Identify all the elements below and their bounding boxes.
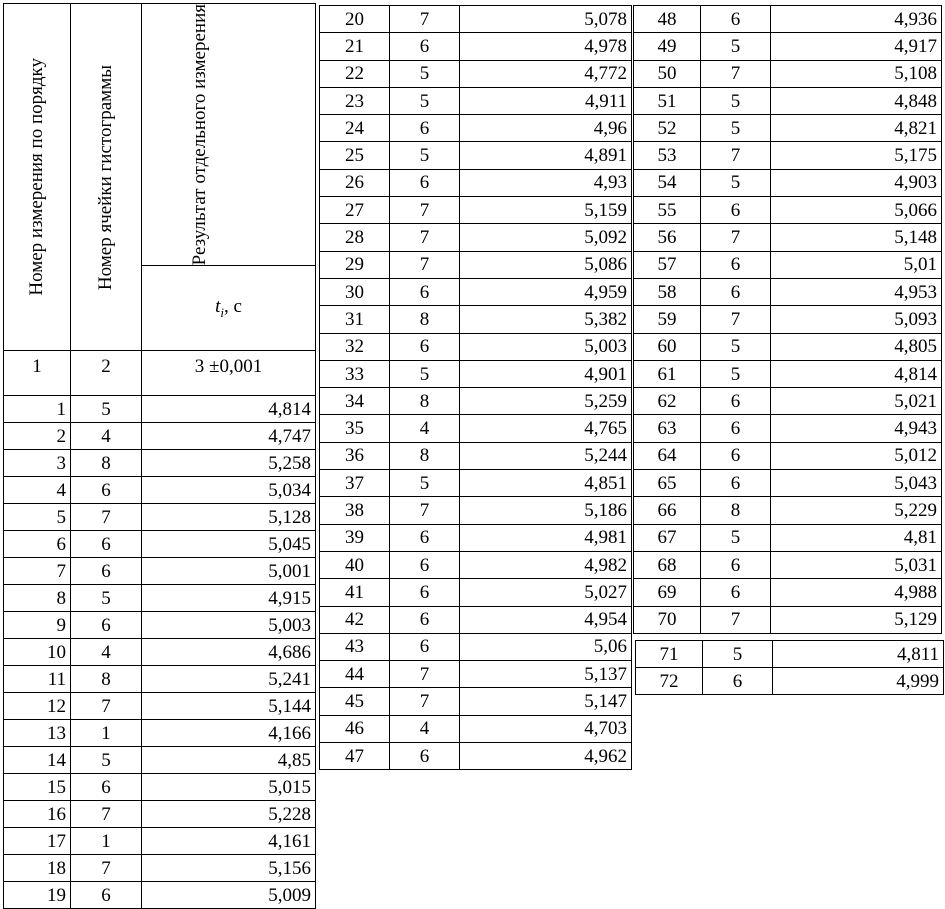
table-row (320, 524, 632, 551)
cell-measurement-number: 71 (636, 641, 703, 668)
table-row (320, 415, 632, 442)
table-row (634, 524, 942, 551)
table-row (320, 33, 632, 60)
table-row (4, 828, 316, 855)
cell-histogram-cell: 6 (71, 558, 142, 585)
table-row (320, 388, 632, 415)
cell-histogram-cell: 5 (71, 396, 142, 423)
table-row (634, 169, 942, 196)
cell-histogram-cell: 8 (390, 442, 460, 469)
cell-histogram-cell: 4 (71, 639, 142, 666)
header-result: Результат отдельного измерения (142, 4, 316, 266)
cell-result: 4,962 (460, 743, 632, 770)
table-row (4, 639, 316, 666)
cell-measurement-number: 40 (320, 551, 390, 578)
cell-measurement-number: 56 (634, 224, 701, 251)
table-row (634, 333, 942, 360)
cell-histogram-cell: 4 (71, 423, 142, 450)
cell-measurement-number: 32 (320, 333, 390, 360)
cell-result: 5,137 (460, 661, 632, 688)
table-row (4, 477, 316, 504)
cell-measurement-number: 8 (4, 585, 71, 612)
cell-result: 5,009 (142, 882, 316, 909)
cell-measurement-number: 33 (320, 360, 390, 387)
cell-histogram-cell: 6 (390, 278, 460, 305)
cell-histogram-cell: 5 (701, 524, 771, 551)
cell-histogram-cell: 6 (390, 115, 460, 142)
cell-result: 4,851 (460, 470, 632, 497)
cell-result: 5,015 (142, 774, 316, 801)
cell-histogram-cell: 7 (390, 224, 460, 251)
table-row (634, 115, 942, 142)
cell-result: 5,159 (460, 197, 632, 224)
table-row (4, 396, 316, 423)
table-row (634, 142, 942, 169)
cell-result: 4,901 (460, 360, 632, 387)
cell-result: 5,034 (142, 477, 316, 504)
cell-result: 4,959 (460, 278, 632, 305)
cell-histogram-cell: 4 (390, 715, 460, 742)
table-row (320, 470, 632, 497)
cell-measurement-number: 63 (634, 415, 701, 442)
cell-result: 4,85 (142, 747, 316, 774)
cell-result: 5,241 (142, 666, 316, 693)
table-row (4, 450, 316, 477)
cell-result: 4,814 (142, 396, 316, 423)
cell-histogram-cell: 6 (390, 551, 460, 578)
cell-measurement-number: 48 (634, 6, 701, 33)
cell-histogram-cell: 8 (701, 497, 771, 524)
table-row (320, 306, 632, 333)
cell-measurement-number: 27 (320, 197, 390, 224)
cell-measurement-number: 23 (320, 87, 390, 114)
cell-histogram-cell: 7 (701, 224, 771, 251)
cell-result: 5,148 (771, 224, 942, 251)
cell-histogram-cell: 5 (390, 360, 460, 387)
cell-result: 5,259 (460, 388, 632, 415)
cell-histogram-cell: 7 (71, 855, 142, 882)
cell-histogram-cell: 7 (701, 142, 771, 169)
table-row (4, 747, 316, 774)
cell-histogram-cell: 5 (701, 169, 771, 196)
cell-result: 4,772 (460, 60, 632, 87)
cell-histogram-cell: 7 (71, 504, 142, 531)
cell-measurement-number: 55 (634, 197, 701, 224)
cell-histogram-cell: 5 (703, 641, 773, 668)
cell-result: 5,01 (771, 251, 942, 278)
table-row (4, 882, 316, 909)
table-row (320, 579, 632, 606)
header-measurement-number: Номер измерения по порядку (4, 4, 71, 351)
cell-result: 5,144 (142, 693, 316, 720)
cell-result: 4,953 (771, 278, 942, 305)
cell-histogram-cell: 6 (71, 612, 142, 639)
cell-measurement-number: 70 (634, 606, 701, 633)
cell-histogram-cell: 8 (71, 450, 142, 477)
cell-histogram-cell: 6 (701, 6, 771, 33)
table-row (320, 497, 632, 524)
table-row (634, 388, 942, 415)
cell-histogram-cell: 5 (701, 360, 771, 387)
table-row (320, 606, 632, 633)
cell-histogram-cell: 6 (390, 333, 460, 360)
table-row (4, 585, 316, 612)
table-row (320, 87, 632, 114)
table-row (320, 688, 632, 715)
table-row (634, 497, 942, 524)
cell-histogram-cell: 5 (390, 142, 460, 169)
table-row (634, 197, 942, 224)
cell-measurement-number: 31 (320, 306, 390, 333)
cell-measurement-number: 57 (634, 251, 701, 278)
cell-histogram-cell: 5 (71, 585, 142, 612)
table-row (634, 470, 942, 497)
cell-result: 4,988 (771, 579, 942, 606)
cell-measurement-number: 36 (320, 442, 390, 469)
cell-histogram-cell: 6 (390, 169, 460, 196)
cell-result: 5,012 (771, 442, 942, 469)
cell-histogram-cell: 5 (71, 747, 142, 774)
cell-histogram-cell: 6 (703, 668, 773, 695)
cell-measurement-number: 6 (4, 531, 71, 558)
table-row (320, 551, 632, 578)
table-row (4, 531, 316, 558)
cell-measurement-number: 10 (4, 639, 71, 666)
table-row (4, 693, 316, 720)
cell-histogram-cell: 5 (390, 87, 460, 114)
cell-histogram-cell: 7 (701, 306, 771, 333)
cell-measurement-number: 64 (634, 442, 701, 469)
cell-histogram-cell: 6 (390, 524, 460, 551)
cell-result: 5,156 (142, 855, 316, 882)
table-row (4, 612, 316, 639)
cell-measurement-number: 4 (4, 477, 71, 504)
cell-histogram-cell: 7 (71, 801, 142, 828)
cell-result: 5,045 (142, 531, 316, 558)
cell-result: 4,911 (460, 87, 632, 114)
cell-result: 4,93 (460, 169, 632, 196)
table-row (320, 197, 632, 224)
cell-measurement-number: 20 (320, 6, 390, 33)
measurement-table-right (633, 5, 942, 634)
table-row (634, 606, 942, 633)
cell-histogram-cell: 7 (390, 661, 460, 688)
cell-result: 5,186 (460, 497, 632, 524)
cell-result: 4,96 (460, 115, 632, 142)
table-row (636, 668, 944, 695)
table-row (320, 224, 632, 251)
cell-histogram-cell: 6 (390, 633, 460, 660)
cell-result: 5,003 (460, 333, 632, 360)
cell-measurement-number: 21 (320, 33, 390, 60)
cell-measurement-number: 37 (320, 470, 390, 497)
cell-histogram-cell: 5 (701, 87, 771, 114)
cell-histogram-cell: 6 (701, 551, 771, 578)
cell-result: 5,108 (771, 60, 942, 87)
measurement-table-left (3, 3, 316, 909)
cell-measurement-number: 22 (320, 60, 390, 87)
table-row (634, 442, 942, 469)
cell-result: 4,999 (773, 668, 944, 695)
table-row (634, 87, 942, 114)
cell-measurement-number: 25 (320, 142, 390, 169)
table-row (4, 774, 316, 801)
cell-measurement-number: 68 (634, 551, 701, 578)
cell-histogram-cell: 5 (390, 60, 460, 87)
cell-result: 4,943 (771, 415, 942, 442)
table-row (320, 360, 632, 387)
table-row (4, 855, 316, 882)
cell-result: 5,027 (460, 579, 632, 606)
cell-histogram-cell: 6 (701, 579, 771, 606)
table-row (320, 661, 632, 688)
cell-histogram-cell: 6 (71, 477, 142, 504)
cell-measurement-number: 59 (634, 306, 701, 333)
cell-result: 4,978 (460, 33, 632, 60)
cell-measurement-number: 19 (4, 882, 71, 909)
cell-measurement-number: 72 (636, 668, 703, 695)
table-row (4, 423, 316, 450)
cell-measurement-number: 41 (320, 579, 390, 606)
cell-result: 5,003 (142, 612, 316, 639)
table-row (320, 278, 632, 305)
cell-measurement-number: 30 (320, 278, 390, 305)
cell-histogram-cell: 6 (390, 579, 460, 606)
cell-result: 5,129 (771, 606, 942, 633)
cell-measurement-number: 53 (634, 142, 701, 169)
cell-result: 4,982 (460, 551, 632, 578)
table-row (320, 169, 632, 196)
cell-measurement-number: 14 (4, 747, 71, 774)
cell-histogram-cell: 7 (390, 251, 460, 278)
cell-result: 5,093 (771, 306, 942, 333)
cell-result: 4,915 (142, 585, 316, 612)
column-number-2: 2 (71, 351, 142, 396)
cell-measurement-number: 24 (320, 115, 390, 142)
cell-measurement-number: 47 (320, 743, 390, 770)
cell-histogram-cell: 4 (390, 415, 460, 442)
cell-result: 4,891 (460, 142, 632, 169)
cell-result: 4,161 (142, 828, 316, 855)
cell-histogram-cell: 7 (71, 693, 142, 720)
cell-measurement-number: 42 (320, 606, 390, 633)
cell-measurement-number: 17 (4, 828, 71, 855)
cell-measurement-number: 12 (4, 693, 71, 720)
cell-result: 5,078 (460, 6, 632, 33)
table-row (320, 6, 632, 33)
cell-measurement-number: 26 (320, 169, 390, 196)
table-row (320, 442, 632, 469)
cell-measurement-number: 18 (4, 855, 71, 882)
cell-measurement-number: 35 (320, 415, 390, 442)
cell-result: 4,686 (142, 639, 316, 666)
table-row (634, 579, 942, 606)
table-row (634, 551, 942, 578)
cell-histogram-cell: 6 (701, 251, 771, 278)
cell-result: 4,821 (771, 115, 942, 142)
cell-result: 5,147 (460, 688, 632, 715)
cell-measurement-number: 2 (4, 423, 71, 450)
table-row (320, 115, 632, 142)
cell-histogram-cell: 6 (390, 606, 460, 633)
cell-result: 4,765 (460, 415, 632, 442)
cell-histogram-cell: 6 (701, 197, 771, 224)
cell-measurement-number: 60 (634, 333, 701, 360)
table-row (320, 633, 632, 660)
cell-result: 4,703 (460, 715, 632, 742)
cell-measurement-number: 65 (634, 470, 701, 497)
cell-result: 5,021 (771, 388, 942, 415)
cell-measurement-number: 61 (634, 360, 701, 387)
table-row (4, 720, 316, 747)
table-row (634, 360, 942, 387)
cell-histogram-cell: 8 (71, 666, 142, 693)
cell-result: 5,031 (771, 551, 942, 578)
cell-measurement-number: 39 (320, 524, 390, 551)
cell-result: 4,981 (460, 524, 632, 551)
table-row (320, 251, 632, 278)
cell-measurement-number: 67 (634, 524, 701, 551)
cell-histogram-cell: 7 (701, 60, 771, 87)
cell-result: 5,086 (460, 251, 632, 278)
header-unit: $t_i$, с (142, 266, 316, 351)
cell-measurement-number: 9 (4, 612, 71, 639)
table-row (320, 715, 632, 742)
cell-histogram-cell: 6 (390, 743, 460, 770)
measurement-table-middle (319, 5, 632, 770)
table-row (634, 278, 942, 305)
cell-histogram-cell: 1 (71, 720, 142, 747)
cell-result: 4,805 (771, 333, 942, 360)
cell-result: 5,382 (460, 306, 632, 333)
cell-histogram-cell: 6 (71, 531, 142, 558)
cell-measurement-number: 46 (320, 715, 390, 742)
cell-histogram-cell: 1 (71, 828, 142, 855)
cell-result: 4,814 (771, 360, 942, 387)
cell-histogram-cell: 6 (71, 882, 142, 909)
cell-histogram-cell: 7 (390, 197, 460, 224)
measurement-table-right-tail (635, 640, 944, 695)
cell-histogram-cell: 8 (390, 388, 460, 415)
table-row (4, 801, 316, 828)
cell-histogram-cell: 6 (701, 442, 771, 469)
cell-result: 4,811 (773, 641, 944, 668)
cell-histogram-cell: 5 (701, 115, 771, 142)
cell-result: 4,747 (142, 423, 316, 450)
cell-result: 5,244 (460, 442, 632, 469)
cell-measurement-number: 7 (4, 558, 71, 585)
cell-measurement-number: 43 (320, 633, 390, 660)
cell-measurement-number: 28 (320, 224, 390, 251)
table-row (320, 333, 632, 360)
table-row (4, 558, 316, 585)
cell-histogram-cell: 5 (390, 470, 460, 497)
cell-result: 5,092 (460, 224, 632, 251)
cell-histogram-cell: 6 (71, 774, 142, 801)
table-row (320, 142, 632, 169)
cell-histogram-cell: 5 (701, 33, 771, 60)
column-number-3: 3 ±0,001 (142, 351, 316, 396)
cell-histogram-cell: 6 (390, 33, 460, 60)
cell-result: 5,228 (142, 801, 316, 828)
cell-histogram-cell: 6 (701, 388, 771, 415)
cell-result: 4,166 (142, 720, 316, 747)
cell-result: 4,954 (460, 606, 632, 633)
cell-result: 4,936 (771, 6, 942, 33)
cell-histogram-cell: 7 (701, 606, 771, 633)
table-row (634, 33, 942, 60)
cell-histogram-cell: 7 (390, 6, 460, 33)
cell-histogram-cell: 7 (390, 688, 460, 715)
cell-histogram-cell: 6 (701, 278, 771, 305)
cell-result: 5,066 (771, 197, 942, 224)
cell-histogram-cell: 6 (701, 415, 771, 442)
cell-measurement-number: 44 (320, 661, 390, 688)
cell-measurement-number: 50 (634, 60, 701, 87)
cell-measurement-number: 29 (320, 251, 390, 278)
table-row (320, 743, 632, 770)
cell-measurement-number: 38 (320, 497, 390, 524)
cell-measurement-number: 16 (4, 801, 71, 828)
cell-measurement-number: 69 (634, 579, 701, 606)
cell-result: 4,917 (771, 33, 942, 60)
header-histogram-cell: Номер ячейки гистограммы (71, 4, 142, 351)
cell-measurement-number: 51 (634, 87, 701, 114)
cell-result: 5,001 (142, 558, 316, 585)
cell-measurement-number: 45 (320, 688, 390, 715)
table-row (634, 306, 942, 333)
cell-result: 5,175 (771, 142, 942, 169)
cell-result: 5,043 (771, 470, 942, 497)
cell-measurement-number: 62 (634, 388, 701, 415)
cell-measurement-number: 11 (4, 666, 71, 693)
cell-measurement-number: 3 (4, 450, 71, 477)
cell-result: 5,128 (142, 504, 316, 531)
table-row (320, 60, 632, 87)
cell-result: 5,258 (142, 450, 316, 477)
cell-histogram-cell: 5 (701, 333, 771, 360)
table-row (634, 6, 942, 33)
table-row (634, 60, 942, 87)
cell-result: 4,903 (771, 169, 942, 196)
cell-measurement-number: 15 (4, 774, 71, 801)
cell-measurement-number: 1 (4, 396, 71, 423)
cell-measurement-number: 58 (634, 278, 701, 305)
cell-measurement-number: 13 (4, 720, 71, 747)
cell-histogram-cell: 6 (701, 470, 771, 497)
column-number-1: 1 (4, 351, 71, 396)
cell-measurement-number: 54 (634, 169, 701, 196)
cell-measurement-number: 5 (4, 504, 71, 531)
table-row (636, 641, 944, 668)
cell-measurement-number: 49 (634, 33, 701, 60)
cell-histogram-cell: 8 (390, 306, 460, 333)
table-row (634, 251, 942, 278)
cell-result: 5,06 (460, 633, 632, 660)
cell-histogram-cell: 7 (390, 497, 460, 524)
cell-result: 4,848 (771, 87, 942, 114)
table-row (634, 224, 942, 251)
table-row (4, 666, 316, 693)
cell-measurement-number: 34 (320, 388, 390, 415)
table-row (4, 504, 316, 531)
cell-measurement-number: 52 (634, 115, 701, 142)
cell-result: 5,229 (771, 497, 942, 524)
table-row (634, 415, 942, 442)
cell-result: 4,81 (771, 524, 942, 551)
cell-measurement-number: 66 (634, 497, 701, 524)
